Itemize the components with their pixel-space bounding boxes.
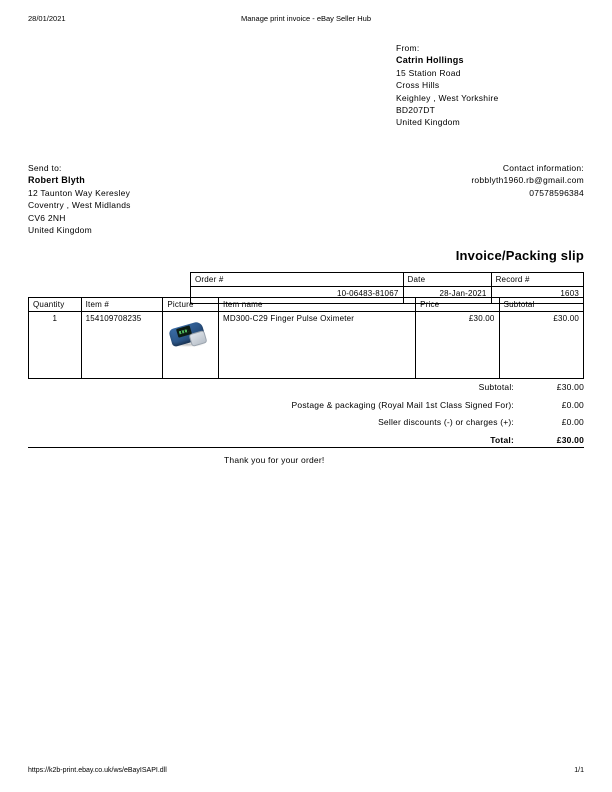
- send-to-line-1: 12 Taunton Way Keresley: [28, 187, 131, 198]
- send-to-line-4: United Kingdom: [28, 225, 92, 236]
- item-name: MD300-C29 Finger Pulse Oximeter: [219, 312, 416, 379]
- print-source-url: https://k2b-print.ebay.co.uk/ws/eBayISAPI.dll: [28, 767, 167, 774]
- item-number: 154109708235: [81, 312, 163, 379]
- totals-label-subtotal: Subtotal:: [478, 382, 514, 392]
- items-table-header-row: [29, 298, 584, 312]
- from-block: [396, 42, 498, 129]
- totals-value-discounts: £0.00: [561, 417, 584, 427]
- print-header: [28, 14, 584, 23]
- totals-row-discounts: [244, 417, 584, 427]
- order-header-date: Date: [403, 273, 491, 287]
- from-label: From:: [396, 43, 420, 53]
- document-title: Invoice/Packing slip: [455, 248, 584, 263]
- contact-label: Contact information:: [502, 163, 584, 173]
- item-subtotal: £30.00: [499, 312, 583, 379]
- totals-row-postage: [244, 400, 584, 410]
- contact-phone: 07578596384: [529, 187, 584, 198]
- item-picture-cell: [163, 312, 219, 379]
- from-line-1: 15 Station Road: [396, 67, 461, 78]
- print-page-number: 1/1: [574, 767, 584, 774]
- item-quantity: 1: [29, 312, 82, 379]
- print-date: 28/01/2021: [28, 14, 66, 23]
- items-header-price: Price: [416, 298, 500, 312]
- from-line-2: Cross Hills: [396, 80, 440, 91]
- order-header-record-number: Record #: [491, 273, 583, 287]
- from-line-5: United Kingdom: [396, 117, 460, 128]
- items-header-quantity: Quantity: [29, 298, 82, 312]
- contact-email: robblyth1960.rb@gmail.com: [471, 175, 584, 186]
- order-header-order-number: Order #: [191, 273, 404, 287]
- totals-value-postage: £0.00: [561, 399, 584, 410]
- order-value-record-number: 1603: [491, 287, 583, 304]
- send-to-line-2: Coventry , West Midlands: [28, 200, 131, 211]
- print-title: Manage print invoice - eBay Seller Hub: [240, 14, 372, 23]
- totals-label-postage: Postage & packaging (Royal Mail 1st Class Signed For):: [291, 399, 514, 410]
- pulse-oximeter-photo-icon: [166, 315, 208, 351]
- from-line-3: Keighley , West Yorkshire: [396, 92, 499, 103]
- totals-block: [244, 382, 584, 452]
- order-value-order-number: 10-06483-81067: [191, 287, 404, 304]
- items-header-subtotal: Subtotal: [499, 298, 583, 312]
- items-header-item-name: Item name: [219, 298, 416, 312]
- items-table-wrapper: [28, 297, 584, 379]
- totals-row-total: [244, 435, 584, 445]
- send-to-label: Send to:: [28, 163, 62, 173]
- thank-you-message: Thank you for your order!: [224, 455, 325, 465]
- send-to-block: [28, 162, 131, 236]
- footer-divider: [28, 447, 584, 448]
- totals-value-subtotal: £30.00: [556, 382, 584, 392]
- from-line-4: BD207DT: [396, 105, 436, 116]
- items-header-item-number: Item #: [81, 298, 163, 312]
- print-footer: [28, 767, 584, 774]
- contact-block: [471, 162, 584, 199]
- send-to-line-3: CV6 2NH: [28, 212, 66, 223]
- totals-label-discounts: Seller discounts (-) or charges (+):: [378, 417, 514, 427]
- items-table: [28, 297, 584, 379]
- totals-value-total: £30.00: [556, 434, 584, 445]
- totals-label-total: Total:: [490, 434, 514, 445]
- order-table-header-row: [191, 273, 584, 287]
- totals-row-subtotal: [244, 382, 584, 392]
- table-row: [29, 312, 584, 379]
- order-value-date: 28-Jan-2021: [403, 287, 491, 304]
- from-name: Catrin Hollings: [396, 55, 464, 66]
- items-header-picture: Picture: [163, 298, 219, 312]
- item-price: £30.00: [416, 312, 500, 379]
- send-to-name: Robert Blyth: [28, 175, 85, 186]
